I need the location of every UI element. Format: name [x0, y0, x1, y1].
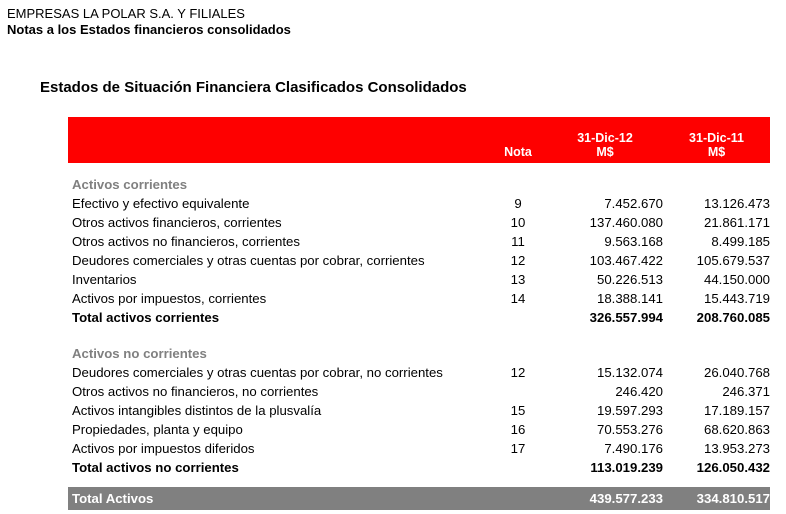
section-heading: Activos no corrientes: [72, 346, 207, 361]
row-value-dec11: 26.040.768: [703, 365, 770, 380]
header-column-31dic12: [547, 131, 663, 159]
grand-total-row: [68, 487, 770, 510]
row-nota: 10: [510, 215, 526, 230]
section-total-row: [68, 458, 770, 477]
table-row: [68, 401, 770, 420]
row-label: Deudores comerciales y otras cuentas por cobrar, corrientes: [72, 253, 425, 268]
table-row: [68, 213, 770, 232]
row-label: Otros activos no financieros, corrientes: [72, 234, 300, 249]
row-label: Activos intangibles distintos de la plusvalía: [72, 403, 322, 418]
row-value-dec12: 15.132.074: [596, 365, 663, 380]
company-name: EMPRESAS LA POLAR S.A. Y FILIALES: [7, 6, 245, 21]
row-value-dec12: 9.563.168: [604, 234, 663, 249]
row-value-dec12: 19.597.293: [596, 403, 663, 418]
header-date-2012: 31-Dic-12: [577, 131, 633, 145]
section-heading-row: [68, 175, 770, 194]
table-row: [68, 439, 770, 458]
row-value-dec12: 18.388.141: [596, 291, 663, 306]
row-value-dec11: 105.679.537: [696, 253, 770, 268]
row-value-dec12: 103.467.422: [589, 253, 663, 268]
row-value-dec11: 21.861.171: [703, 215, 770, 230]
table-row: [68, 232, 770, 251]
row-label: Otros activos no financieros, no corrientes: [72, 384, 319, 399]
row-label: Activos por impuestos, corrientes: [72, 291, 267, 306]
document-subtitle: Notas a los Estados financieros consolidados: [7, 21, 291, 37]
row-nota: [489, 382, 547, 401]
grand-total-value-dec12: 439.577.233: [589, 491, 663, 506]
row-nota: 12: [510, 365, 526, 380]
header-date-2011: 31-Dic-11: [689, 131, 744, 145]
total-value-dec11: 208.760.085: [696, 310, 770, 325]
row-value-dec12: 7.452.670: [604, 196, 663, 211]
section-heading-row: [68, 344, 770, 363]
table-row: [68, 363, 770, 382]
row-label: Otros activos financieros, corrientes: [72, 215, 282, 230]
header-column-31dic11: [663, 131, 770, 159]
balance-sheet-table: [68, 117, 770, 510]
header-unit-2011: M$: [707, 145, 726, 159]
document-header: [7, 6, 291, 37]
total-label: Total activos corrientes: [72, 310, 220, 325]
row-label: Inventarios: [72, 272, 137, 287]
header-nota: Nota: [504, 145, 532, 159]
total-nota-spacer: [489, 308, 547, 327]
row-nota: 17: [510, 441, 526, 456]
row-label: Deudores comerciales y otras cuentas por cobrar, no corrientes: [72, 365, 443, 380]
table-row: [68, 270, 770, 289]
table-row: [68, 194, 770, 213]
row-value-dec11: 68.620.863: [703, 422, 770, 437]
row-nota: 11: [511, 234, 525, 249]
table-row: [68, 289, 770, 308]
total-value-dec12: 326.557.994: [589, 310, 663, 325]
row-value-dec12: 7.490.176: [604, 441, 663, 456]
spacer: [68, 327, 770, 344]
row-label: Propiedades, planta y equipo: [72, 422, 243, 437]
row-nota: 9: [514, 196, 522, 211]
row-label: Activos por impuestos diferidos: [72, 441, 255, 456]
statement-title: Estados de Situación Financiera Clasificados Consolidados: [40, 79, 467, 96]
table-row: [68, 382, 770, 401]
total-value-dec11: 126.050.432: [696, 460, 770, 475]
row-nota: 13: [510, 272, 526, 287]
row-value-dec11: 13.953.273: [703, 441, 770, 456]
grand-total-label: Total Activos: [72, 491, 154, 506]
row-label: Efectivo y efectivo equivalente: [72, 196, 250, 211]
row-nota: 12: [510, 253, 526, 268]
total-label: Total activos no corrientes: [72, 460, 239, 475]
row-value-dec12: 70.553.276: [596, 422, 663, 437]
spacer: [68, 163, 770, 175]
total-value-dec12: 113.019.239: [590, 460, 663, 475]
row-value-dec11: 17.189.157: [703, 403, 770, 418]
section-heading: Activos corrientes: [72, 177, 188, 192]
row-value-dec12: 246.420: [615, 384, 663, 399]
row-nota: 14: [510, 291, 526, 306]
table-header-band: [68, 117, 770, 163]
header-unit-2012: M$: [596, 145, 614, 159]
row-value-dec11: 13.126.473: [703, 196, 770, 211]
section-total-row: [68, 308, 770, 327]
row-value-dec11: 15.443.719: [703, 291, 770, 306]
row-value-dec12: 137.460.080: [589, 215, 663, 230]
row-value-dec11: 246.371: [722, 384, 770, 399]
table-row: [68, 420, 770, 439]
row-nota: 15: [510, 403, 526, 418]
row-value-dec12: 50.226.513: [596, 272, 663, 287]
total-nota-spacer: [489, 458, 547, 477]
table-row: [68, 251, 770, 270]
grand-total-value-dec11: 334.810.517: [696, 491, 770, 506]
row-nota: 16: [510, 422, 526, 437]
row-value-dec11: 44.150.000: [703, 272, 770, 287]
row-value-dec11: 8.499.185: [711, 234, 770, 249]
